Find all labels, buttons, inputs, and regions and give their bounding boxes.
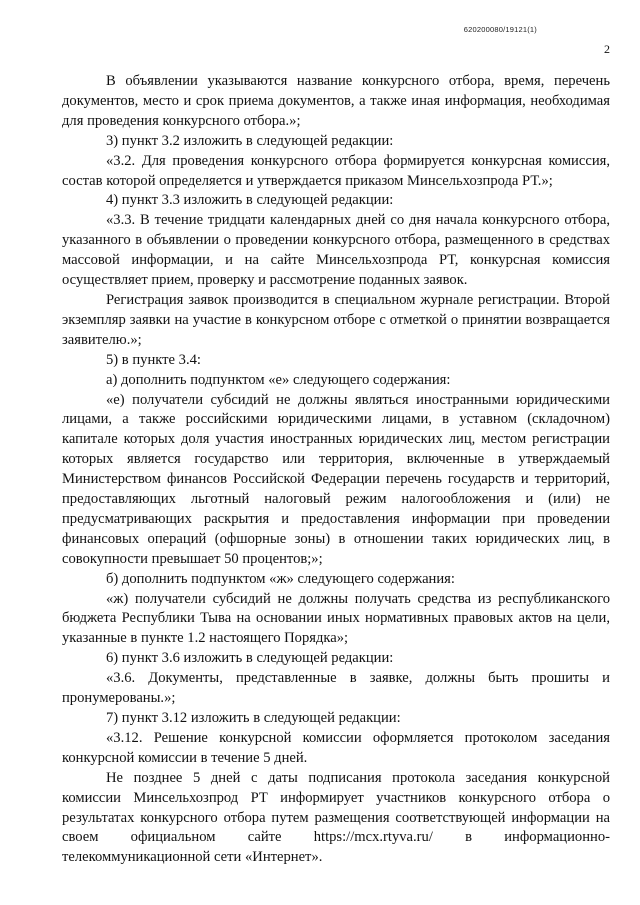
paragraph: «ж) получатели субсидий не должны получать средства из республиканского бюджета Республики Тыва на основании иных нормативных правовых актов на цели, указанные в пункте 1.2 настоящего Порядка»; [62, 590, 610, 647]
document-code: 620200080/19121(1) [463, 25, 537, 34]
paragraph: 6) пункт 3.6 изложить в следующей редакции: [106, 650, 394, 667]
paragraph: «3.2. Для проведения конкурсного отбора формируется конкурсная комиссия, состав которой определяется и утверждается приказом Минсельхозпрода РТ.»; [62, 152, 610, 189]
page-number: 2 [604, 42, 610, 56]
paragraph: Регистрация заявок производится в специальном журнале регистрации. Второй экземпляр заявки на участие в конкурсном отборе с отметкой о принятии возвращается заявителю.»; [62, 291, 610, 348]
paragraph: «3.12. Решение конкурсной комиссии оформляется протоколом заседания конкурсной комиссии в течение 5 дней. [62, 729, 610, 766]
paragraph: «3.6. Документы, представленные в заявке, должны быть прошиты и пронумерованы.»; [62, 670, 610, 707]
paragraph: 5) в пункте 3.4: [106, 351, 201, 368]
paragraph: б) дополнить подпунктом «ж» следующего содержания: [106, 570, 455, 587]
paragraph: 3) пункт 3.2 изложить в следующей редакции: [106, 132, 394, 149]
paragraph: Не позднее 5 дней с даты подписания протокола заседания конкурсной комиссии Минсельхозпрод РТ информирует участников конкурсного отбора о результатах конкурсного отбора путем размещения соответствующей информации на своем официальном сайте https://mcx.rtyva.ru/ в информационно-телекоммуникационной сети «Интернет». [62, 769, 610, 866]
paragraph: 4) пункт 3.3 изложить в следующей редакции: [106, 192, 394, 209]
paragraph: В объявлении указываются название конкурсного отбора, время, перечень документов, место и срок приема документов, а также иная информация, необходимая для проведения конкурсного отбора.»; [62, 73, 610, 129]
paragraph: а) дополнить подпунктом «е» следующего содержания: [106, 371, 451, 388]
paragraph: «е) получатели субсидий не должны являться иностранными юридическими лицами, а также российскими юридическими лицами, в уставном (складочном) капитале которых доля участия иностранных юридических лиц, местом регистрации которых является государство или территория, включенные в утверждаемый Министерством финансов Российской Федерации перечень государств и территорий, предоставляющих льготный налоговый режим налогообложения и (или) не предусматривающих раскрытия и предоставления информации при проведении финансовых операций (офшорные зоны) в отношении таких юридических лиц, в совокупности превышает 50 процентов;»; [62, 391, 610, 567]
document-body [62, 72, 610, 868]
paragraph: «3.3. В течение тридцати календарных дней со дня начала конкурсного отбора, указанного в объявлении о проведении конкурсного отбора, размещенного в средствах массовой информации, и на сайте Минсельхозпрода РТ, конкурсная комиссия осуществляет прием, проверку и рассмотрение поданных заявок. [62, 212, 610, 289]
paragraph: 7) пункт 3.12 изложить в следующей редакции: [106, 710, 401, 726]
